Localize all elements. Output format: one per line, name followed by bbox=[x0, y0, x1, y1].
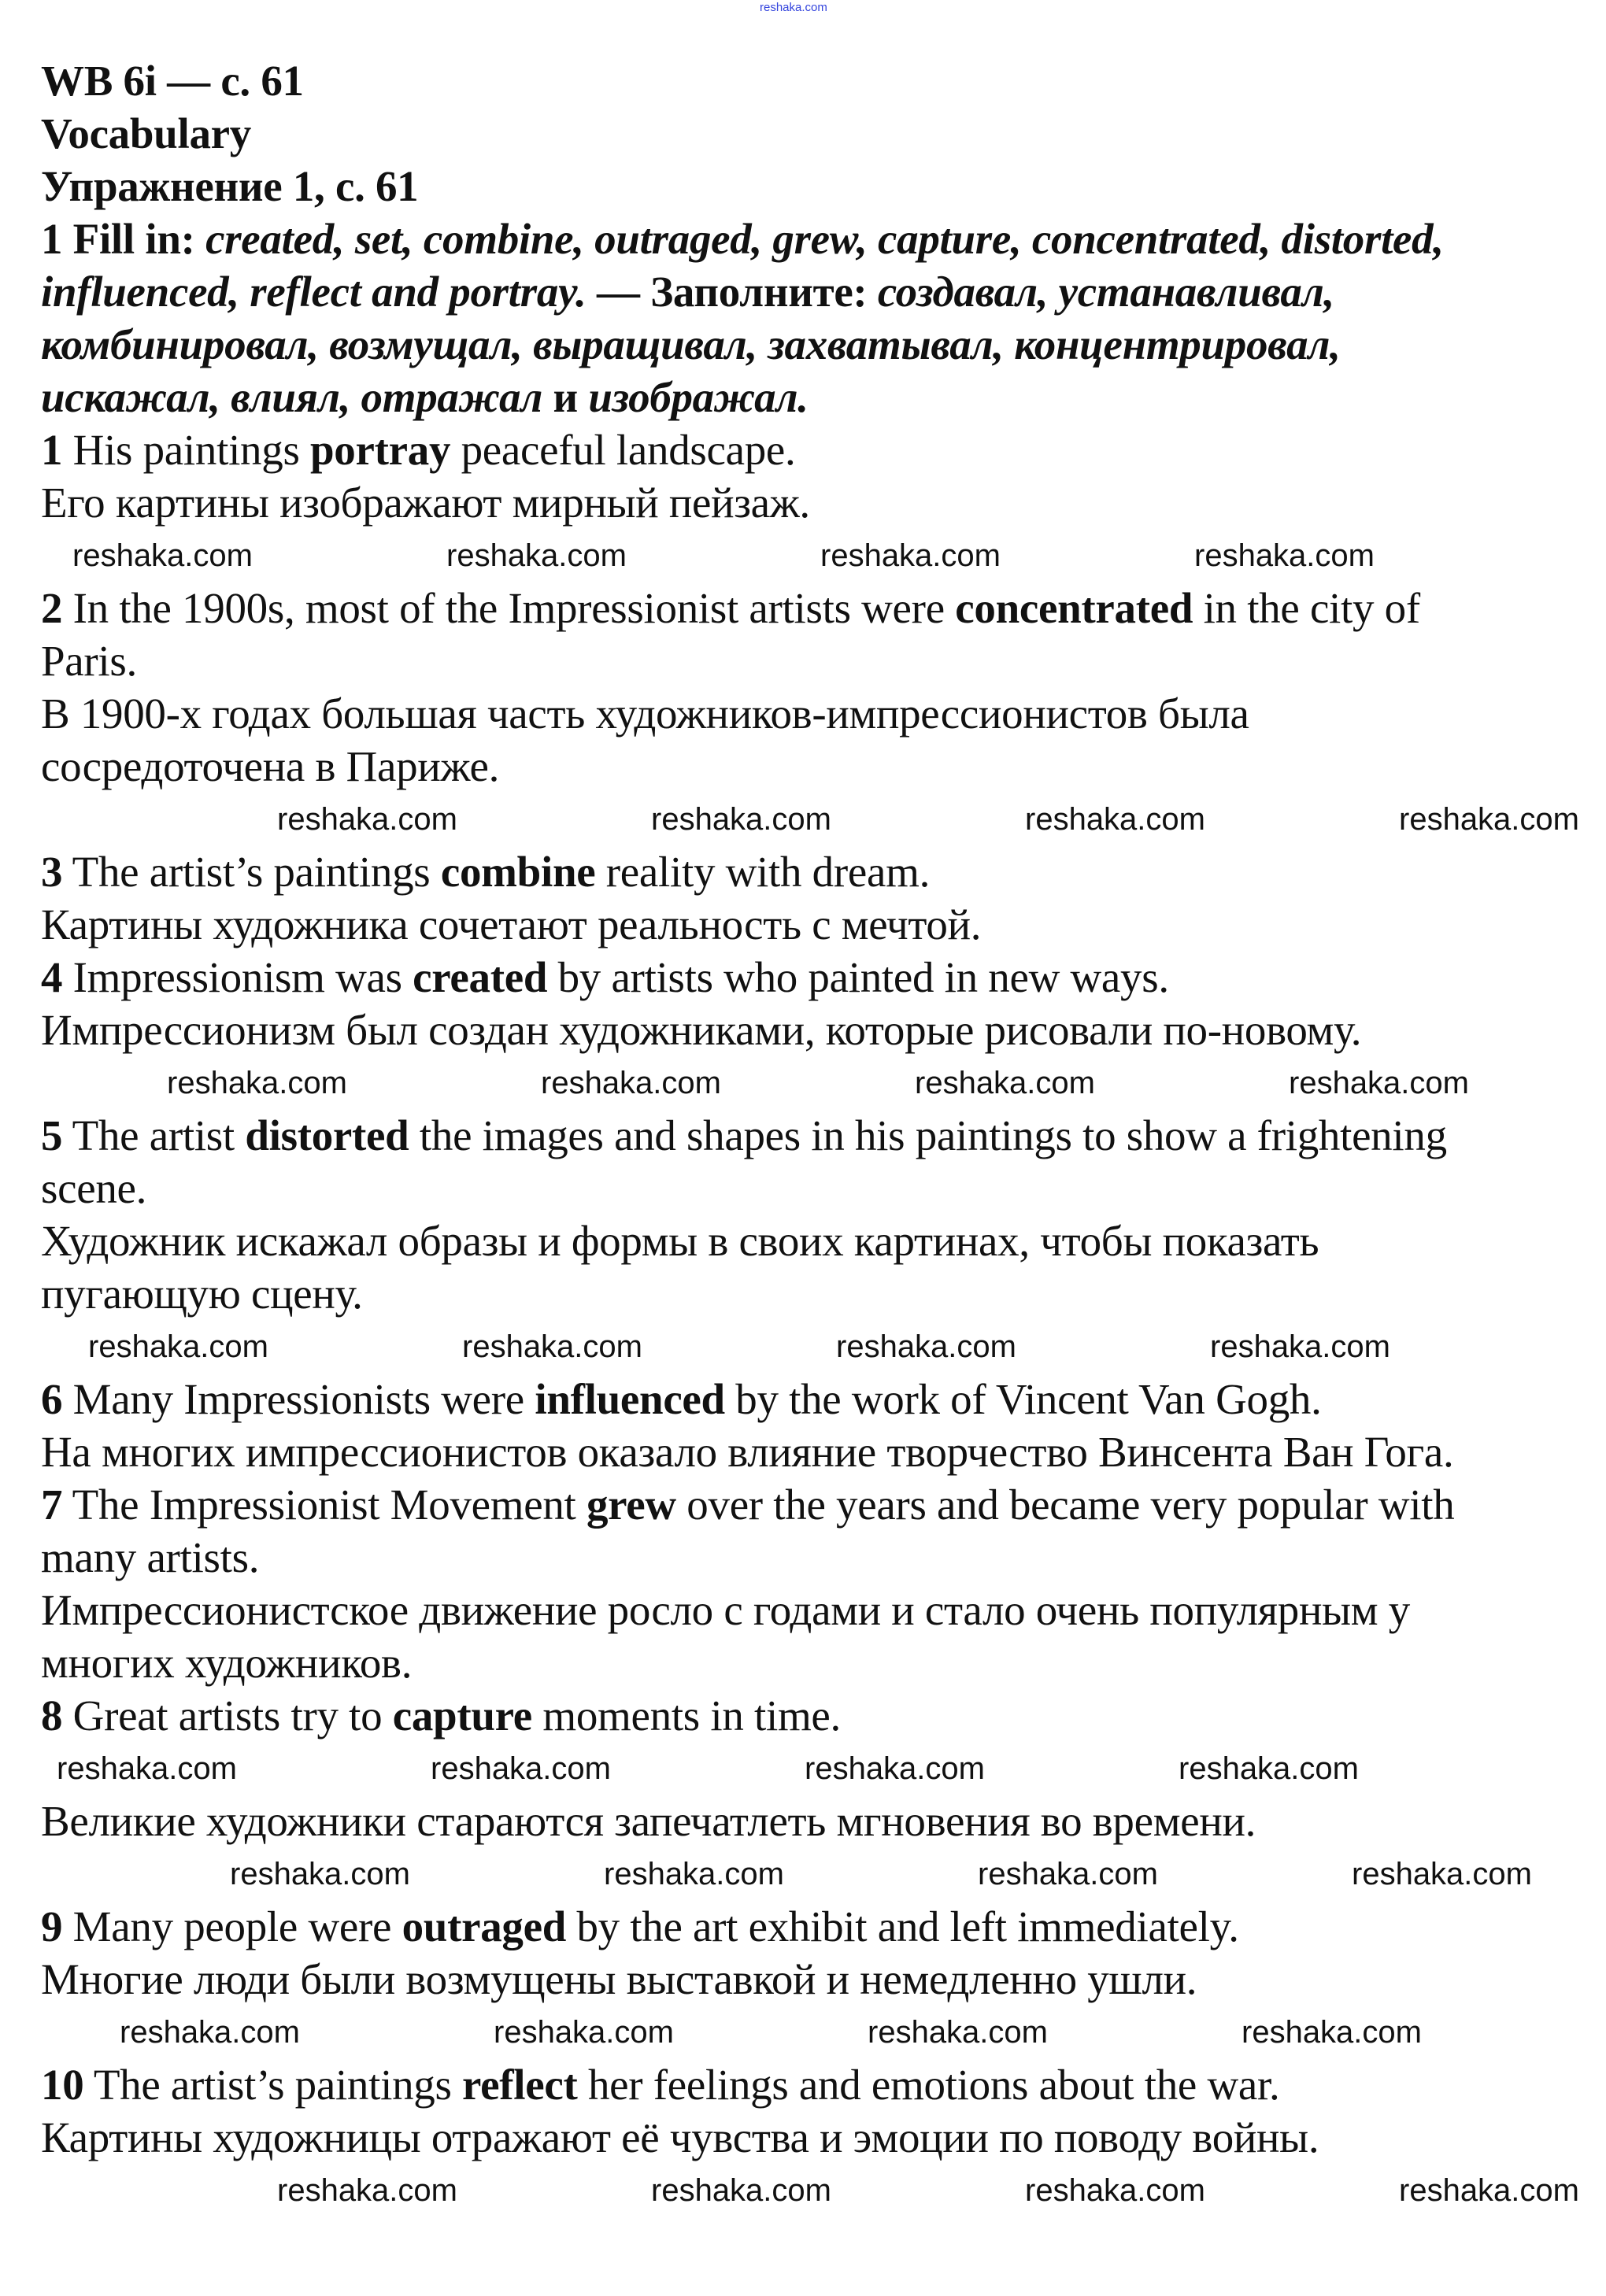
watermark-text: reshaka.com bbox=[541, 1065, 721, 1100]
watermark-text: reshaka.com bbox=[57, 1751, 237, 1786]
item-2-russian: В 1900-х годах большая часть художников-импрессионистов была bbox=[41, 690, 1249, 738]
section-title: Vocabulary bbox=[41, 109, 251, 157]
item-5-russian-cont: пугающую сцену. bbox=[41, 1270, 363, 1318]
item-1-russian: Его картины изображают мирный пейзаж. bbox=[41, 479, 810, 527]
watermark-text: reshaka.com bbox=[805, 1751, 985, 1786]
watermark-text: reshaka.com bbox=[1399, 801, 1579, 837]
watermark-text: reshaka.com bbox=[446, 538, 627, 573]
item-3-english: 3 The artist’s paintings combine reality with dream. bbox=[41, 848, 931, 896]
answer-word: capture bbox=[392, 1691, 532, 1740]
page-title: WB 6i — с. 61 bbox=[41, 57, 304, 105]
item-2-english-cont: Paris. bbox=[41, 637, 137, 685]
watermark-text: reshaka.com bbox=[1289, 1065, 1469, 1100]
watermark-text: reshaka.com bbox=[760, 1, 827, 14]
item-10-english: 10 The artist’s paintings reflect her feelings and emotions about the war. bbox=[41, 2061, 1280, 2109]
watermark-text: reshaka.com bbox=[836, 1329, 1016, 1364]
answer-word: grew bbox=[586, 1481, 676, 1529]
item-3-russian: Картины художника сочетают реальность с мечтой. bbox=[41, 900, 982, 948]
watermark-row bbox=[41, 1847, 1606, 1900]
watermark-text: reshaka.com bbox=[1210, 1329, 1390, 1364]
watermark-text: reshaka.com bbox=[230, 1856, 410, 1891]
watermark-text: reshaka.com bbox=[1025, 801, 1205, 837]
item-6-russian: На многих импрессионистов оказало влияние творчество Винсента Ван Гога. bbox=[41, 1428, 1454, 1476]
watermark-text: reshaka.com bbox=[1352, 1856, 1532, 1891]
answer-word: created bbox=[413, 953, 548, 1001]
watermark-text: reshaka.com bbox=[1194, 538, 1375, 573]
item-4-english: 4 Impressionism was created by artists who painted in new ways. bbox=[41, 953, 1169, 1001]
answer-word: portray bbox=[310, 426, 451, 474]
task-line-2: influenced, reflect and portray. — Заполните: создавал, устанавливал, bbox=[41, 268, 1334, 316]
task-line-3: комбинировал, возмущал, выращивал, захватывал, концентрировал, bbox=[41, 320, 1341, 368]
watermark-text: reshaka.com bbox=[915, 1065, 1095, 1100]
watermark-text: reshaka.com bbox=[1179, 1751, 1359, 1786]
answer-list bbox=[41, 423, 1606, 2217]
watermark-row bbox=[41, 529, 1606, 582]
watermark-text: reshaka.com bbox=[978, 1856, 1158, 1891]
item-5-english: 5 The artist distorted the images and shapes in his paintings to show a frightening bbox=[41, 1111, 1447, 1159]
watermark-text: reshaka.com bbox=[1399, 2172, 1579, 2208]
watermark-text: reshaka.com bbox=[1025, 2172, 1205, 2208]
watermark-text: reshaka.com bbox=[431, 1751, 611, 1786]
item-8-russian: Великие художники стараются запечатлеть мгновения во времени. bbox=[41, 1797, 1256, 1845]
item-9-russian: Многие люди были возмущены выставкой и немедленно ушли. bbox=[41, 1955, 1197, 2003]
item-10-russian: Картины художницы отражают её чувства и эмоции по поводу войны. bbox=[41, 2113, 1319, 2161]
watermark-text: reshaka.com bbox=[1242, 2014, 1422, 2050]
watermark-text: reshaka.com bbox=[820, 538, 1001, 573]
answer-word: outraged bbox=[402, 1902, 567, 1950]
item-4-russian: Импрессионизм был создан художниками, которые рисовали по-новому. bbox=[41, 1006, 1362, 1054]
watermark-text: reshaka.com bbox=[120, 2014, 300, 2050]
watermark-row bbox=[41, 1320, 1606, 1373]
watermark-row bbox=[41, 2006, 1606, 2058]
watermark-text: reshaka.com bbox=[651, 2172, 831, 2208]
answer-word: concentrated bbox=[955, 584, 1193, 632]
watermark-text: reshaka.com bbox=[277, 801, 457, 837]
watermark-text: reshaka.com bbox=[462, 1329, 642, 1364]
watermark-text: reshaka.com bbox=[604, 1856, 784, 1891]
watermark-row bbox=[41, 793, 1606, 845]
watermark-text: reshaka.com bbox=[868, 2014, 1048, 2050]
answer-word: influenced bbox=[535, 1375, 725, 1423]
item-2-english: 2 In the 1900s, most of the Impressionist artists were concentrated in the city of bbox=[41, 584, 1420, 632]
watermark-text: reshaka.com bbox=[72, 538, 253, 573]
watermark-row bbox=[41, 1742, 1606, 1795]
item-7-english-cont: many artists. bbox=[41, 1533, 260, 1581]
item-7-english: 7 The Impressionist Movement grew over the years and became very popular with bbox=[41, 1481, 1455, 1529]
answer-word: distorted bbox=[245, 1111, 409, 1159]
item-9-english: 9 Many people were outraged by the art exhibit and left immediately. bbox=[41, 1902, 1239, 1950]
answer-word: combine bbox=[440, 848, 596, 896]
item-5-russian: Художник искажал образы и формы в своих картинах, чтобы показать bbox=[41, 1217, 1319, 1265]
watermark-text: reshaka.com bbox=[88, 1329, 268, 1364]
item-7-russian-cont: многих художников. bbox=[41, 1639, 413, 1687]
watermark-text: reshaka.com bbox=[277, 2172, 457, 2208]
item-6-english: 6 Many Impressionists were influenced by the work of Vincent Van Gogh. bbox=[41, 1375, 1322, 1423]
document-body bbox=[41, 54, 1606, 2217]
item-1-english: 1 His paintings portray peaceful landscape. bbox=[41, 426, 796, 474]
task-line-1: 1 Fill in: created, set, combine, outraged, grew, capture, concentrated, distorted, bbox=[41, 215, 1444, 263]
watermark-text: reshaka.com bbox=[167, 1065, 347, 1100]
item-7-russian: Импрессионистское движение росло с годами и стало очень популярным у bbox=[41, 1586, 1410, 1634]
answer-word: reflect bbox=[462, 2061, 578, 2109]
item-8-english: 8 Great artists try to capture moments in time. bbox=[41, 1691, 841, 1740]
item-5-english-cont: scene. bbox=[41, 1164, 147, 1212]
watermark-text: reshaka.com bbox=[651, 801, 831, 837]
exercise-title: Упражнение 1, с. 61 bbox=[41, 162, 419, 210]
watermark-text: reshaka.com bbox=[494, 2014, 674, 2050]
task-line-4: искажал, влиял, отражал и изображал. bbox=[41, 373, 809, 421]
item-2-russian-cont: сосредоточена в Париже. bbox=[41, 742, 500, 790]
watermark-row bbox=[41, 2164, 1606, 2217]
watermark-row bbox=[41, 1056, 1606, 1109]
